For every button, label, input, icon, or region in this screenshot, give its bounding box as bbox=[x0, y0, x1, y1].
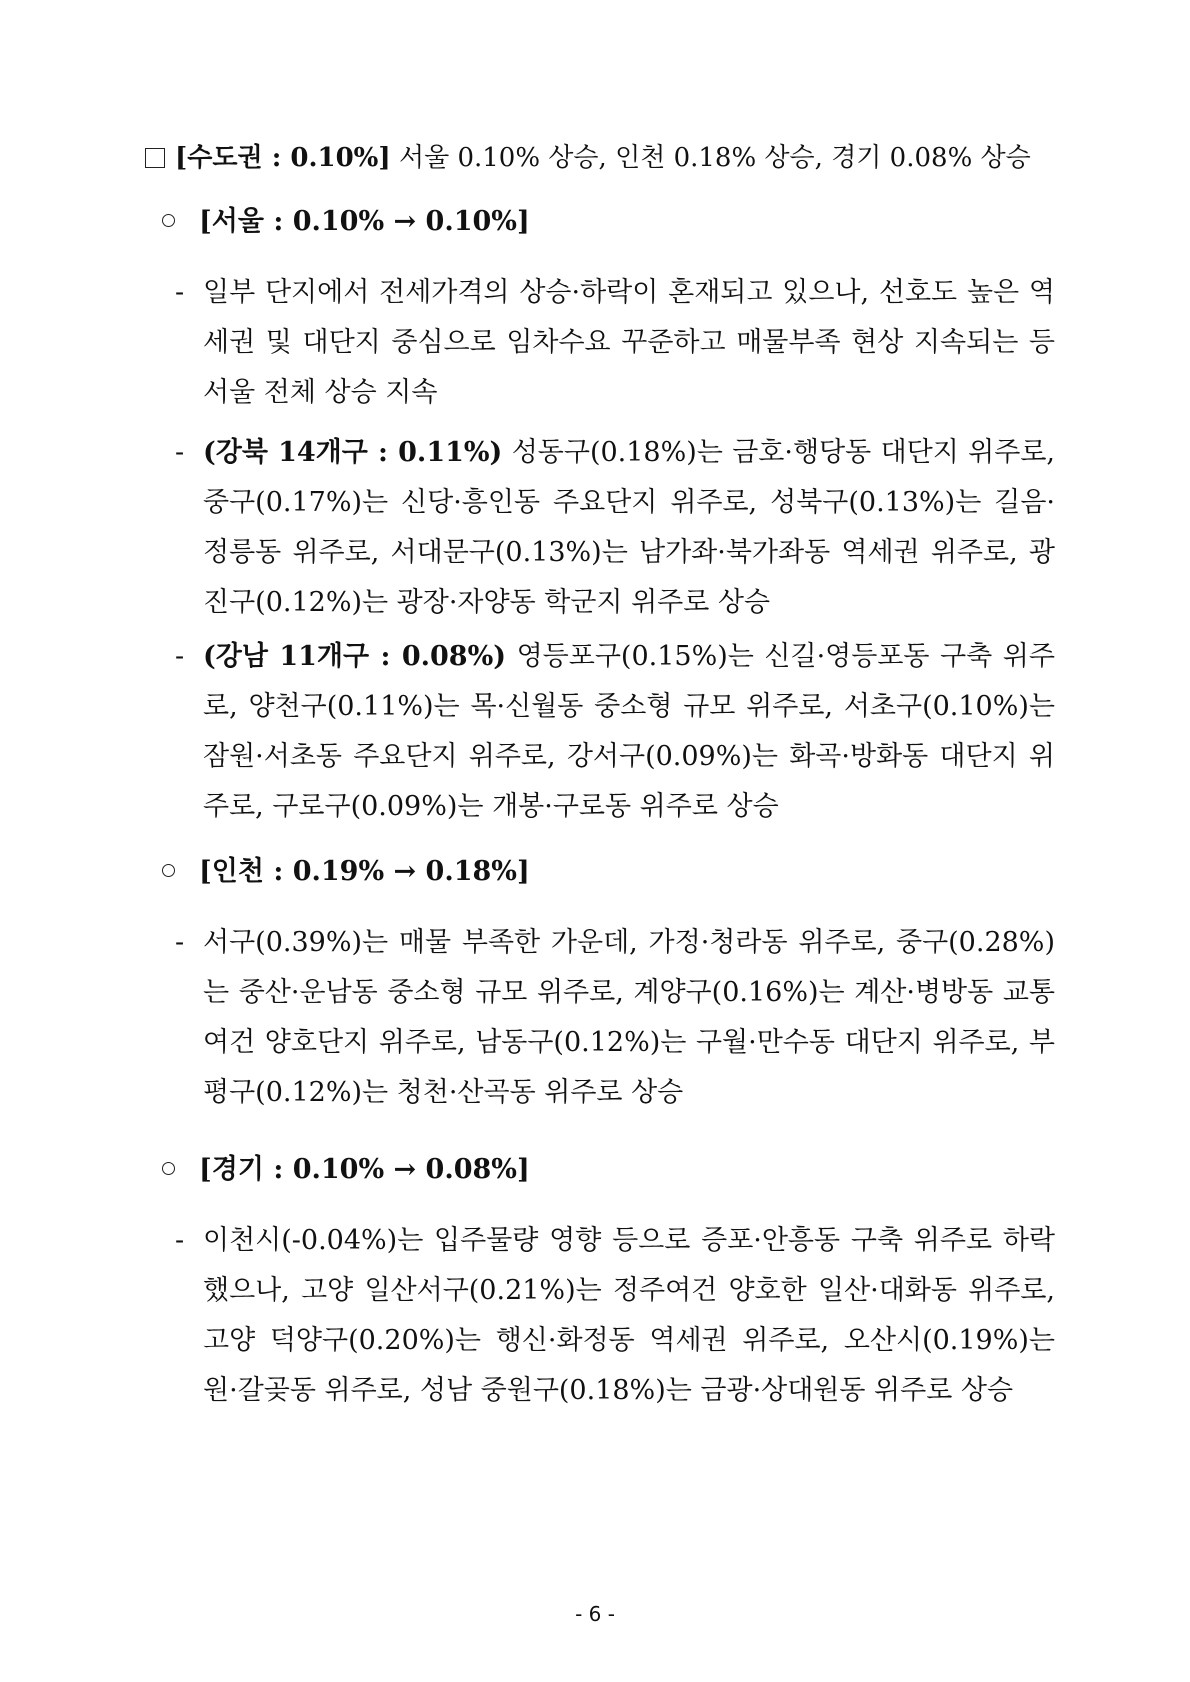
checkbox-icon bbox=[145, 148, 165, 168]
gyeonggi-heading: [경기 : 0.10% → 0.08%] bbox=[162, 1150, 530, 1190]
seoul-bullet-gangbuk bbox=[175, 428, 1055, 628]
dash-bullet-icon: - bbox=[175, 277, 185, 308]
dash-bullet-icon: - bbox=[175, 641, 185, 672]
metro-summary-text: 서울 0.10% 상승, 인천 0.18% 상승, 경기 0.08% 상승 bbox=[398, 143, 1031, 173]
metro-summary-heading bbox=[145, 138, 1045, 178]
seoul-heading: [서울 : 0.10% → 0.10%] bbox=[162, 202, 530, 242]
page-number: - 6 - bbox=[575, 1602, 615, 1626]
circle-bullet-icon bbox=[162, 214, 175, 227]
dash-bullet-icon: - bbox=[175, 1225, 185, 1256]
seoul-bullet-gangnam bbox=[175, 632, 1055, 832]
gangbuk-text: 성동구(0.18%)는 금호·행당동 대단지 위주로, 중구(0.17%)는 신당·흥인동 주요단지 위주로, 성북구(0.13%)는 길음·정릉동 위주로, 서대문구(0.13%)는 남가좌·북가좌동 역세권 위주로, 광진구(0.12%)는 광장·자양동 학군지 위주로 상승 bbox=[203, 437, 1055, 618]
metro-summary-label: [수도권 : 0.10%] bbox=[175, 143, 391, 173]
gangnam-text: 영등포구(0.15%)는 신길·영등포동 구축 위주로, 양천구(0.11%)는 목·신월동 중소형 규모 위주로, 서초구(0.10%)는 잠원·서초동 주요단지 위주로, 강서구(0.09%)는 화곡·방화동 대단지 위주로, 구로구(0.09%)는 개봉·구로동 위주로 상승 bbox=[203, 641, 1055, 822]
dash-bullet-icon: - bbox=[175, 437, 185, 468]
incheon-bullet-1: - 서구(0.39%)는 매물 부족한 가운데, 가정·청라동 위주로, 중구(0.28%)는 중산·운남동 중소형 규모 위주로, 계양구(0.16%)는 계산·병방동 교통여건 양호단지 위주로, 남동구(0.12%)는 구월·만수동 대단지 위주로, 부평구(0.12%)는 청천·산곡동 위주로 상승 bbox=[175, 918, 1055, 1118]
circle-bullet-icon bbox=[162, 864, 175, 877]
gyeonggi-bullet-1: - 이천시(-0.04%)는 입주물량 영향 등으로 증포·안흥동 구축 위주로 하락했으나, 고양 일산서구(0.21%)는 정주여건 양호한 일산·대화동 위주로, 고양 덕양구(0.20%)는 행신·화정동 역세권 위주로, 오산시(0.19%)는 원·갈곶동 위주로, 성남 중원구(0.18%)는 금광·상대원동 위주로 상승 bbox=[175, 1216, 1055, 1416]
incheon-heading: [인천 : 0.19% → 0.18%] bbox=[162, 852, 530, 892]
gangnam-label: (강남 11개구 : 0.08%) bbox=[203, 641, 507, 672]
gangbuk-label: (강북 14개구 : 0.11%) bbox=[203, 437, 503, 468]
seoul-bullet-1: - 일부 단지에서 전세가격의 상승·하락이 혼재되고 있으나, 선호도 높은 역세권 및 대단지 중심으로 임차수요 꾸준하고 매물부족 현상 지속되는 등 서울 전체 상승 지속 bbox=[175, 268, 1055, 418]
dash-bullet-icon: - bbox=[175, 927, 185, 958]
circle-bullet-icon bbox=[162, 1162, 175, 1175]
